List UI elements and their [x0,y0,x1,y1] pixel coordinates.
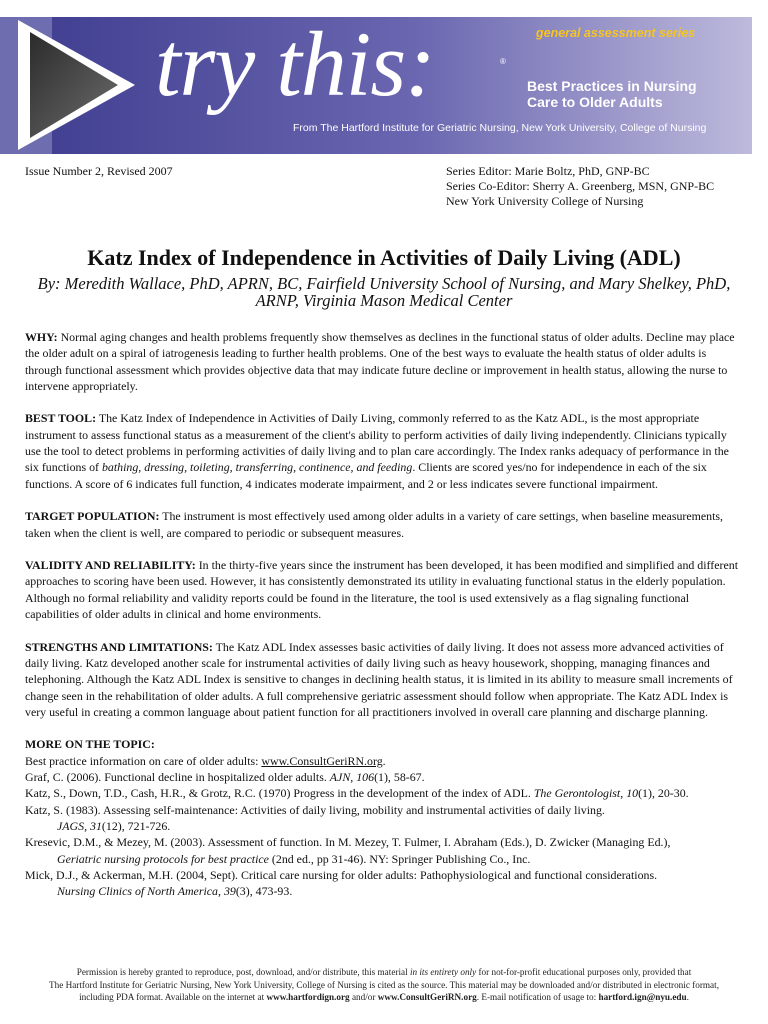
editors-block [446,164,714,209]
why-section [25,329,745,394]
reference-text: (12), 721-726. [101,818,171,833]
reference-text: Kresevic, D.M., & Mezey, M. (2003). Assessment of function. In M. Mezey, T. Fulmer, I. Abraham (Eds.), D. Zwicker (Managing Ed.), [25,835,671,850]
validity-text: In the thirty-five years since the instrument has been developed, it has been modified and simplified and different approaches to scoring have been used. However, it has consistently demonstrated its utility in evaluating functional status in the elderly population. Although no formal reliability and validity reports could be found in the literature, the tool is used extensively as a flag signaling functional capabilities of older adults in clinical and home environments. [25,558,739,622]
footer-text: Permission is hereby granted to reproduce, post, download, and/or distribute, this material [76,967,410,977]
best-tool-text-1: The Katz Index of Independence in Activities of Daily Living, commonly referred to as the Katz ADL, is the most appropriate instrument to assess functional status as a measurement of the client's ability to perform activities of daily living independently. Clinicians typically use the tool to detect problems in performing activities of daily living and to plan care accordingly. The Index ranks adequacy of performance in the six functions of [25,411,729,475]
validity-section [25,557,745,622]
permission-footer [20,966,748,1004]
best-tool-section [25,410,745,491]
reference-text: , [620,786,627,801]
document-body [25,329,745,899]
from-line: From The Hartford Institute for Geriatric Nursing, New York University, College of Nursing [293,122,707,134]
byline-line-2: ARNP, Virginia Mason Medical Center [255,291,513,310]
consultgerirn-footer-link[interactable]: www.ConsultGeriRN.org [377,992,477,1002]
best-tool-text-2: . Clients are scored yes/no for independence in each of the six functions. A score of 6 indicates full function, 4 indicates moderate impairment, and 2 or less indicates severe functional impairment. [25,460,707,491]
footer-text: . E-mail notification of usage to: [476,992,599,1002]
byline-line-1: By: Meredith Wallace, PhD, APRN, BC, Fairfield University School of Nursing, and Mary Shelkey, PhD, [37,274,731,293]
reference-text: Katz, S., Down, T.D., Cash, H.R., & Grotz, R.C. (1970) Progress in the development of the index of ADL. [25,786,534,801]
best-tool-functions: bathing, dressing, toileting, transferring, continence, and feeding [101,460,413,475]
footer-text: . [686,992,689,1002]
target-population-text: The instrument is most effectively used among older adults in a variety of care settings, when baseline measurements, taken when the client is well, are compared to periodic or subsequent measures. [25,509,724,540]
footer-text: for not-for-profit educational purposes only, provided that [476,967,692,977]
issue-info: Issue Number 2, Revised 2007 [25,164,173,178]
reference-volume: 10 [626,786,639,801]
school-name: New York University College of Nursing [446,194,644,208]
why-label: WHY: [25,330,58,344]
registered-mark: ® [500,57,506,66]
reference-item [25,769,745,785]
reference-text: , [217,884,224,899]
reference-item [25,867,745,900]
reference-text: (1), 20-30. [638,786,689,801]
series-label: general assessment series [536,26,696,40]
footer-line-2: The Hartford Institute for Geriatric Nursing, New York University, College of Nursing is cited as the source. This material may be downloaded and/or distributed in electronic format, [48,979,719,990]
tagline-line-2: Care to Older Adults [527,94,663,110]
validity-label: VALIDITY AND RELIABILITY: [25,558,196,573]
tagline-line-1: Best Practices in Nursing [527,78,697,94]
reference-text: , [84,818,91,833]
reference-text: (3), 473-93. [235,884,293,899]
footer-line-3 [20,991,748,1004]
reference-text: Best practice information on care of older adults: [25,753,262,768]
more-on-topic-heading: MORE ON THE TOPIC: [25,737,155,752]
reference-text: Graf, C. (2006). Functional decline in hospitalized older adults. [25,770,330,785]
reference-item [25,834,745,867]
target-population-section [25,508,745,541]
reference-journal: AJN, 106 [329,770,375,785]
document-title: Katz Index of Independence in Activities of Daily Living (ADL) [87,245,681,270]
reference-item [25,753,745,769]
consultgerirn-link[interactable]: www.ConsultGeriRN.org [261,753,383,768]
footer-text: and/or [349,992,378,1002]
header-banner [0,0,768,157]
reference-list [25,753,745,900]
reference-text: (1), 58-67. [374,770,425,785]
strengths-text: The Katz ADL Index assesses basic activities of daily living. It does not assess more advanced activities of daily living. Katz developed another scale for instrumental activities of daily living such as heavy housework, shopping, managing finances and telephoning. Although the Katz ADL Index is sensitive to changes in declining health status, it is limited in its ability to measure small increments of change seen in the rehabilitation of older adults. A full comprehensive geriatric assessment should follow when appropriate. The Katz ADL Index is very useful in creating a common language about patient function for all practitioners involved in overall care planning and discharge planning. [25,639,733,719]
tagline [527,78,737,110]
footer-line-1 [20,966,748,979]
reference-text: Katz, S. (1983). Assessing self-maintenance: Activities of daily living, mobility and instrumental activities of daily living. [25,802,605,817]
series-coeditor: Series Co-Editor: Sherry A. Greenberg, MSN, GNP-BC [446,179,715,193]
best-tool-label: BEST TOOL: [25,411,97,426]
reference-item [25,802,745,835]
reference-journal: JAGS [57,818,85,833]
reference-book-title: Geriatric nursing protocols for best practice [57,851,269,866]
reference-journal: The Gerontologist [533,786,621,801]
reference-text: Mick, D.J., & Ackerman, M.H. (2004, Sept). Critical care nursing for older adults: Pathophysiological and functional considerations. [25,867,658,882]
strengths-section [25,639,745,720]
byline [25,275,743,309]
target-population-label: TARGET POPULATION: [25,509,160,524]
reference-volume: 31 [90,818,102,833]
footer-text: including PDA format. Available on the internet at [79,992,267,1002]
brand-logo-text: try this: [155,13,435,115]
email-link[interactable]: hartford.ign@nyu.edu [598,992,687,1002]
reference-item [25,785,745,801]
reference-text: . [382,753,386,768]
footer-emphasis: in its entirety only [409,967,477,977]
strengths-label: STRENGTHS AND LIMITATIONS: [25,639,213,654]
why-text: Normal aging changes and health problems frequently show themselves as declines in the functional status of older adults. Decline may place the older adult on a spiral of iatrogenesis leading to further health problems. One of the best ways to evaluate the health status of older adults is through functional assessment which provides objective data that may indicate future decline or improvement in health status, allowing the nurse to intervene appropriately. [25,330,735,393]
reference-text: (2nd ed., pp 31-46). NY: Springer Publishing Co., Inc. [268,851,531,866]
series-editor: Series Editor: Marie Boltz, PhD, GNP-BC [446,164,650,178]
hartfordign-link[interactable]: www.hartfordign.org [266,992,350,1002]
reference-volume: 39 [223,884,236,899]
reference-journal: Nursing Clinics of North America [57,884,218,899]
